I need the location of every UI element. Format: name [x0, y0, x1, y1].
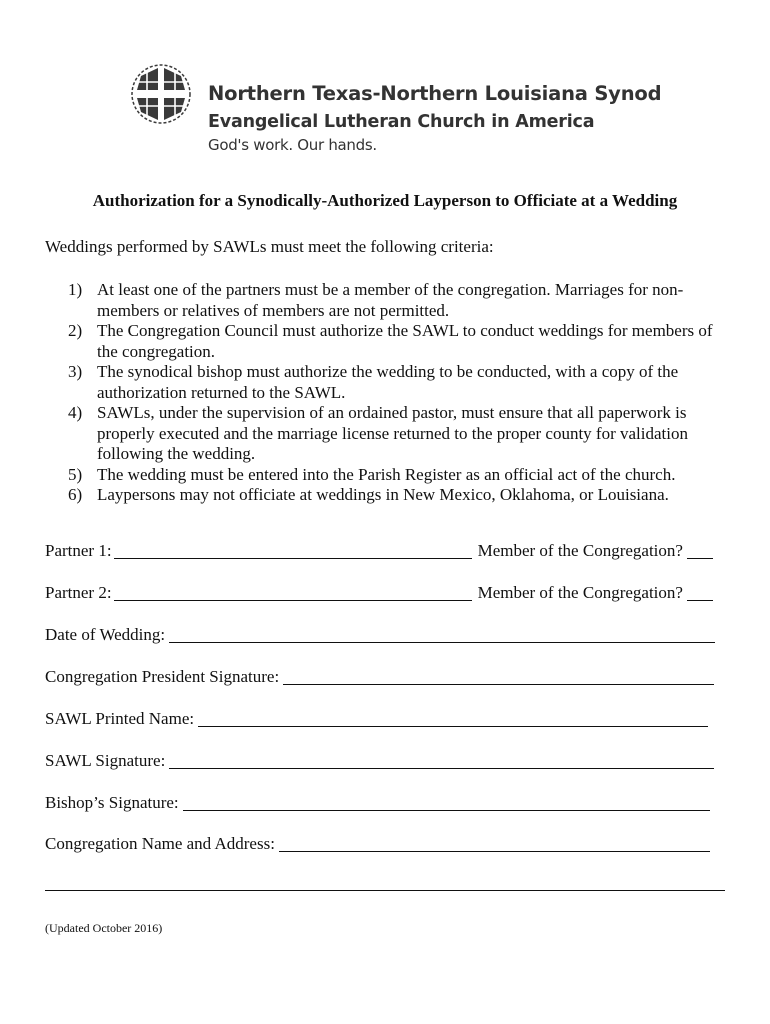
partner2-member-blank[interactable]	[687, 599, 713, 601]
criteria-item	[45, 321, 735, 362]
criteria-text: The wedding must be entered into the Parish Register as an official act of the church.	[97, 464, 676, 484]
criteria-list	[45, 280, 735, 506]
partner1-member-label: Member of the Congregation?	[477, 541, 683, 560]
wedding-date-input-line[interactable]	[169, 641, 715, 643]
partner2-member-label: Member of the Congregation?	[477, 583, 683, 602]
congregation-input-line[interactable]	[279, 850, 710, 852]
partner2-input-line[interactable]	[114, 599, 472, 601]
criteria-item	[45, 485, 735, 506]
criteria-number: 4)	[68, 403, 83, 422]
sawl-name-row	[45, 709, 708, 729]
partner1-row	[45, 541, 713, 561]
wedding-date-label: Date of Wedding:	[45, 625, 166, 644]
criteria-item	[45, 465, 735, 486]
intro-text: Weddings performed by SAWLs must meet the following criteria:	[45, 237, 494, 256]
congregation-label: Congregation Name and Address:	[45, 834, 275, 853]
criteria-text: At least one of the partners must be a member of the congregation. Marriages for non-members or relatives of members are not permitted.	[97, 280, 684, 320]
organization-name: Northern Texas-Northern Louisiana Synod	[208, 82, 662, 105]
updated-note: (Updated October 2016)	[45, 921, 163, 935]
sawl-signature-line[interactable]	[169, 767, 714, 769]
president-signature-row	[45, 667, 714, 687]
partner2-row	[45, 583, 713, 603]
partner1-input-line[interactable]	[114, 557, 472, 559]
president-signature-line[interactable]	[283, 683, 714, 685]
congregation-row	[45, 834, 710, 854]
document-title: Authorization for a Synodically-Authorized Layperson to Officiate at a Wedding	[92, 191, 678, 210]
criteria-text: The Congregation Council must authorize the SAWL to conduct weddings for members of the congregation.	[97, 321, 713, 361]
sawl-name-input-line[interactable]	[198, 725, 708, 727]
elca-cross-logo-icon	[131, 62, 191, 126]
criteria-item	[45, 403, 735, 465]
criteria-text: The synodical bishop must authorize the wedding to be conducted, with a copy of the authorization returned to the SAWL.	[97, 362, 679, 402]
criteria-item	[45, 362, 735, 403]
criteria-number: 2)	[68, 321, 83, 340]
criteria-item	[45, 280, 735, 321]
sawl-name-label: SAWL Printed Name:	[45, 709, 195, 728]
congregation-address-line[interactable]	[45, 890, 725, 891]
tagline: God's work. Our hands.	[208, 136, 377, 154]
president-signature-label: Congregation President Signature:	[45, 667, 280, 686]
criteria-text: SAWLs, under the supervision of an ordained pastor, must ensure that all paperwork is properly executed and the marriage license returned to the proper county for validation following the wedding.	[97, 403, 688, 463]
church-name: Evangelical Lutheran Church in America	[208, 112, 595, 132]
wedding-date-row	[45, 625, 715, 645]
sawl-signature-row	[45, 751, 714, 771]
criteria-text: Laypersons may not officiate at weddings in New Mexico, Oklahoma, or Louisiana.	[97, 485, 669, 504]
sawl-signature-label: SAWL Signature:	[45, 751, 166, 770]
bishop-signature-row	[45, 793, 710, 813]
partner1-label: Partner 1:	[45, 541, 112, 560]
criteria-number: 3)	[68, 362, 83, 381]
criteria-number: 1)	[68, 280, 83, 299]
bishop-signature-line[interactable]	[183, 809, 710, 811]
bishop-signature-label: Bishop’s Signature:	[45, 793, 179, 812]
partner2-label: Partner 2:	[45, 583, 112, 602]
partner1-member-blank[interactable]	[687, 557, 713, 559]
criteria-number: 6)	[68, 485, 83, 504]
criteria-number: 5)	[68, 464, 83, 484]
